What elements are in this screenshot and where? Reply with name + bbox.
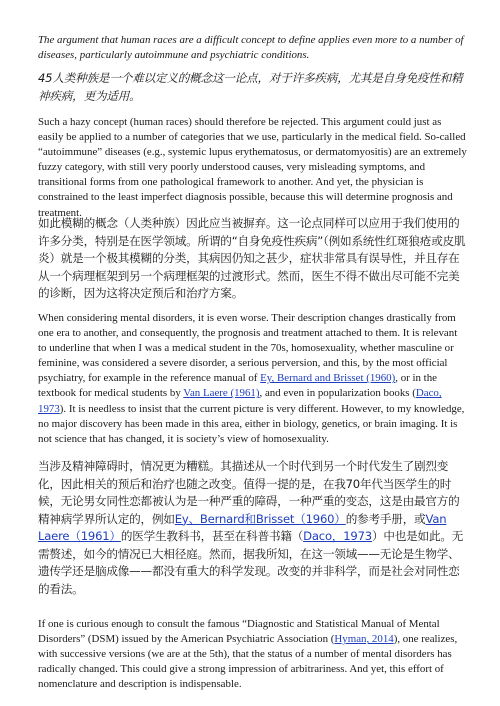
citation-link-hyman[interactable]: Hyman, 2014: [334, 633, 394, 646]
paragraph-1-zh: 如此模糊的概念（人类种族）因此应当被摒弃。这一论点同样可以应用于我们使用的许多分类，特别是在医学领域。所谓的“自身免疫性疾病”（例如系统性红斑狼疮或皮肌炎）就是一个极其模糊的分类，其病因仍知之甚少，症状非常具有误导性，并且存在从一个病理框架到另一个病理框架的过渡形式。然而，医生不得不做出尽可能不完美的诊断，因为这将决定预后和治疗方案。: [38, 216, 466, 300]
paragraph-2-en: When considering mental disorders, it is even worse. Their description changes drastically from one era to another, and consequently, the prognosis and treatment attached to them. It is relevant to underline that when I was a medical student in the 70s, homosexuality, whether masculine or feminine, was considered a severe disorder, a serious perversion, and this, by the most official psychiatry, for example in the reference manual of Ey, Bernard and Brisset (1960), or in the textbook for medical students by Van Laere (1961), and even in popularization books (Daco, 1973). It is needless to insist that the current picture is very different. However, to my knowledge, no major discovery has been made in this area, either in biology, genetics, or brain imaging. It is not science that has changed, it is society’s view of homosexuality.: [38, 312, 465, 445]
citation-link-ey-bernard-brisset-zh[interactable]: Ey、Bernard和Brisset（1960）: [174, 511, 346, 526]
paragraph-1-en: Such a hazy concept (human races) should therefore be rejected. This argument could just as easily be applied to a number of categories that we use, particularly in the medical field. So-called “autoimmune” diseases (e.g., systemic lupus erythematosus, or dermatomyositis) are an extremely fuzzy category, with still very poorly understood causes, very misleading symptoms, and transitional forms from one pathological framework to another. And yet, the physician is constrained to the least imperfect diagnosis possible, because this will determine prognosis and treatment.: [38, 116, 467, 219]
footnote-text: 人类种族是一个难以定义的概念这一论点，对于许多疾病，尤其是自身免疫性和精神疾病，更为适用。: [38, 71, 463, 103]
footnote-number: 45: [38, 71, 53, 85]
citation-link-daco[interactable]: Daco, 1973: [38, 387, 442, 415]
citation-link-daco-zh[interactable]: Daco，1973: [303, 529, 372, 543]
paragraph-2-zh: 当涉及精神障碍时，情况更为糟糕。其描述从一个时代到另一个时代发生了剧烈变化，因此相关的预后和治疗也随之改变。值得一提的是，在我70年代当医学生的时候，无论男女同性恋都被认为是一种严重的障碍，一种严重的变态，这是由最官方的精神病学界所认定的，例如Ey、Bernard和Brisset（1960）的参考手册，或Van Laere（1961）的医学生教科书，甚至在科普书籍（Daco，1973）中也是如此。无需赘述，如今的情况已大相径庭。然而，据我所知，在这一领域——无论是生物学、遗传学还是脑成像——都没有重大的科学发现。改变的并非科学，而是社会对同性恋的看法。: [38, 459, 464, 596]
citation-link-van-laere-zh[interactable]: Van Laere（1961）: [38, 511, 447, 543]
footnote-zh: [38, 70, 468, 105]
paragraph-3-en: If one is curious enough to consult the famous “Diagnostic and Statistical Manual of Mental Disorders” (DSM) issued by the American Psychiatric Association (Hyman, 2014), one realizes, with successive versions (we are at the 5th), that the status of a number of mental disorders has radically changed. This could give a strong impression of arbitrariness. And yet, this effort of nomenclature and description is indispensable.: [38, 618, 458, 691]
intro-quote: The argument that human races are a difficult concept to define applies even more to a number of diseases, particularly autoimmune and psychiatric conditions.: [38, 34, 464, 62]
citation-link-ey-bernard-brisset[interactable]: Ey, Bernard and Brisset (1960): [260, 372, 396, 385]
citation-link-van-laere[interactable]: Van Laere (1961): [183, 387, 260, 400]
